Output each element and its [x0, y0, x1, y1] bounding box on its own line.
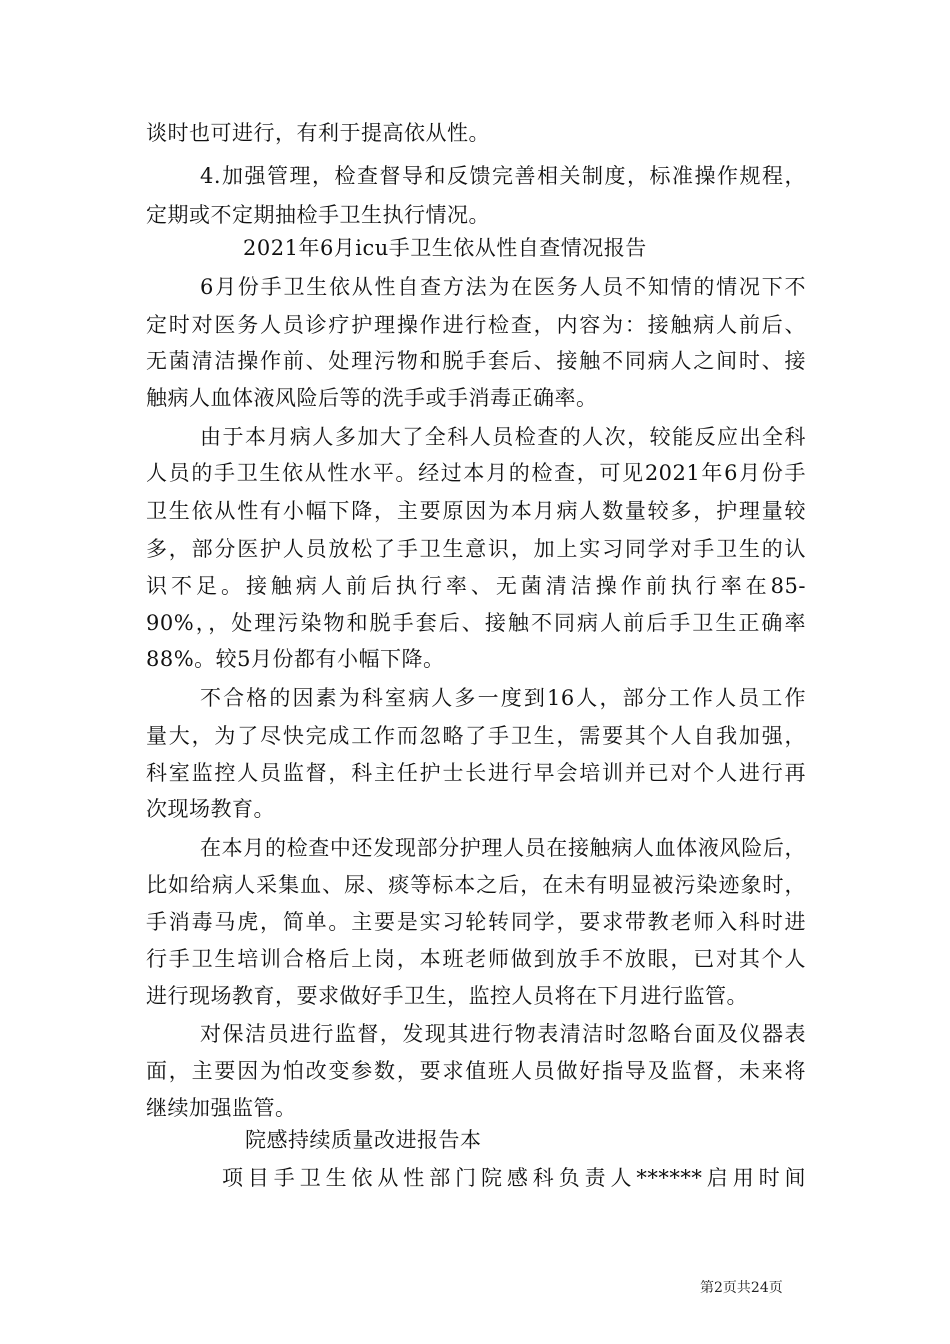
text-line: 4.加强管理，检查督导和反馈完善相关制度，标准操作规程， [200, 164, 806, 188]
text-line: 进行现场教育，要求做好手卫生，监控人员将在下月进行监管。 [146, 984, 748, 1008]
text-line: 次现场教育。 [146, 797, 275, 821]
text-line: 不合格的因素为科室病人多一度到16人，部分工作人员工作 [200, 686, 806, 710]
text-line: 无菌清洁操作前、处理污物和脱手套后、接触不同病人之间时、接 [146, 349, 806, 373]
text-line: 多，部分医护人员放松了手卫生意识，加上实习同学对手卫生的认 [146, 537, 806, 561]
text-line: 对保洁员进行监督，发现其进行物表清洁时忽略台面及仪器表 [200, 1022, 806, 1046]
text-line: 定期或不定期抽检手卫生执行情况。 [146, 203, 490, 227]
text-line: 科室监控人员监督，科主任护士长进行早会培训并已对个人进行再 [146, 761, 806, 785]
text-line: 88%。较5月份都有小幅下降。 [146, 647, 445, 671]
text-line: 卫生依从性有小幅下降，主要原因为本月病人数量较多，护理量较 [146, 499, 806, 523]
text-line: 手消毒马虎，简单。主要是实习轮转同学，要求带教老师入科时进 [146, 910, 806, 934]
page-number: 第2页共24页 [700, 1280, 783, 1296]
text-line: 比如给病人采集血、尿、痰等标本之后，在未有明显被污染迹象时， [146, 873, 806, 897]
section-title: 院感持续质量改进报告本 [245, 1128, 482, 1152]
text-line: 继续加强监管。 [146, 1096, 297, 1120]
text-line: 6月份手卫生依从性自查方法为在医务人员不知情的情况下不 [200, 275, 806, 299]
text-line: 定时对医务人员诊疗护理操作进行检查，内容为：接触病人前后、 [146, 313, 806, 337]
text-line: 行手卫生培训合格后上岗，本班老师做到放手不放眼，已对其个人 [146, 947, 806, 971]
text-line: 面，主要因为怕改变参数，要求值班人员做好指导及监督，未来将 [146, 1059, 806, 1083]
text-line: 90%，，处理污染物和脱手套后、接触不同病人前后手卫生正确率 [146, 611, 806, 635]
text-line: 项目手卫生依从性部门院感科负责人******启用时间 [222, 1166, 806, 1190]
text-line: 由于本月病人多加大了全科人员检查的人次，较能反应出全科 [200, 425, 806, 449]
text-line: 在本月的检查中还发现部分护理人员在接触病人血体液风险后， [200, 836, 806, 860]
text-line: 谈时也可进行，有利于提高依从性。 [146, 121, 490, 145]
section-title: 2021年6月icu手卫生依从性自查情况报告 [243, 236, 647, 260]
text-line: 人员的手卫生依从性水平。经过本月的检查，可见2021年6月份手 [146, 461, 806, 485]
text-line: 识不足。接触病人前后执行率、无菌清洁操作前执行率在85- [146, 574, 806, 598]
text-line: 触病人血体液风险后等的洗手或手消毒正确率。 [146, 386, 598, 410]
text-line: 量大，为了尽快完成工作而忽略了手卫生，需要其个人自我加强， [146, 724, 806, 748]
